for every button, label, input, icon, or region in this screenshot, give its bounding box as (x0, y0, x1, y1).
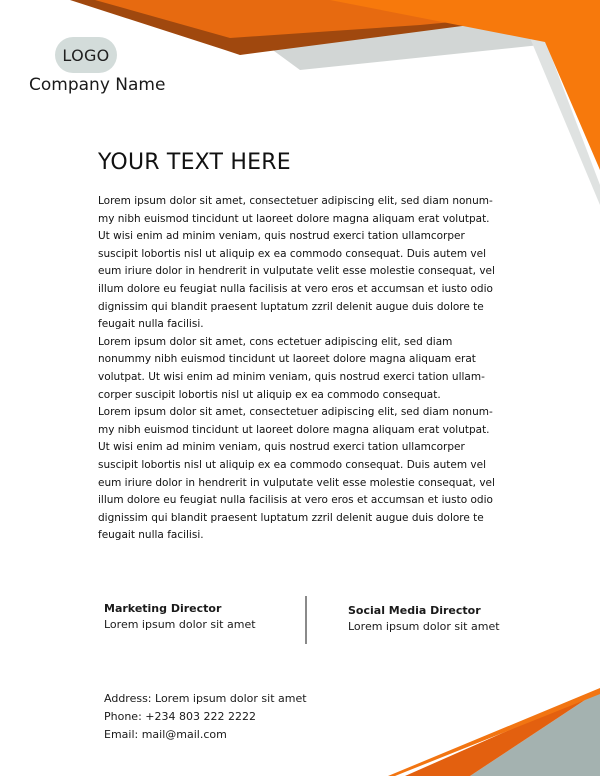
signature-marketing-director (104, 602, 284, 631)
body-paragraph-3: Lorem ipsum dolor sit amet, consectetuer adipiscing elit, sed diam nonum- my nibh euismod tincidunt ut laoreet dolore magna aliquam erat volutpat. Ut wisi enim ad minim veniam, quis nostrud exerci tation ullamcorper suscipit lobortis nisl ut aliquip ex ea commodo consequat. Duis autem vel eum iriure dolor in hendrerit in vulputate velit esse molestie consequat, vel illum dolore eu feugiat nulla facilisis at vero eros et accumsan et iusto odio dignissim qui blandit praesent luptatum zzril delenit augue duis dolore te feugait nulla facilisi. (98, 406, 495, 542)
contact-address: Address: Lorem ipsum dolor sit amet (104, 692, 307, 705)
page-title: YOUR TEXT HERE (98, 150, 291, 175)
body-paragraph-2: Lorem ipsum dolor sit amet, cons ectetuer adipiscing elit, sed diam nonummy nibh euismod tincidunt ut laoreet dolore magna aliquam erat volutpat. Ut wisi enim ad minim veniam, quis nostrud exerci tation ullam- corper suscipit lobortis nisl ut aliquip ex ea commodo consequat. (98, 335, 485, 401)
signature-social-media-director (348, 604, 548, 633)
signature-subtitle: Lorem ipsum dolor sit amet (104, 618, 256, 631)
signature-title: Marketing Director (104, 602, 222, 615)
signature-title: Social Media Director (348, 604, 481, 617)
contact-email: Email: mail@mail.com (104, 728, 227, 741)
logo-text: LOGO (62, 45, 110, 65)
signature-subtitle: Lorem ipsum dolor sit amet (348, 620, 500, 633)
contact-phone: Phone: +234 803 222 2222 (104, 710, 256, 723)
signature-divider (305, 596, 307, 644)
body-paragraph-1: Lorem ipsum dolor sit amet, consectetuer adipiscing elit, sed diam nonum- my nibh euismod tincidunt ut laoreet dolore magna aliquam erat volutpat. Ut wisi enim ad minim veniam, quis nostrud exerci tation ullamcorper suscipit lobortis nisl ut aliquip ex ea commodo consequat. Duis autem vel eum iriure dolor in hendrerit in vulputate velit esse molestie consequat, vel illum dolore eu feugiat nulla facilisis at vero eros et accumsan et iusto odio dignissim qui blandit praesent luptatum zzril delenit augue duis dolore te feugait nulla facilisi. (98, 195, 495, 331)
contact-info (104, 690, 307, 744)
logo (55, 37, 117, 73)
body-text (98, 193, 516, 545)
company-name: Company Name (29, 75, 166, 95)
